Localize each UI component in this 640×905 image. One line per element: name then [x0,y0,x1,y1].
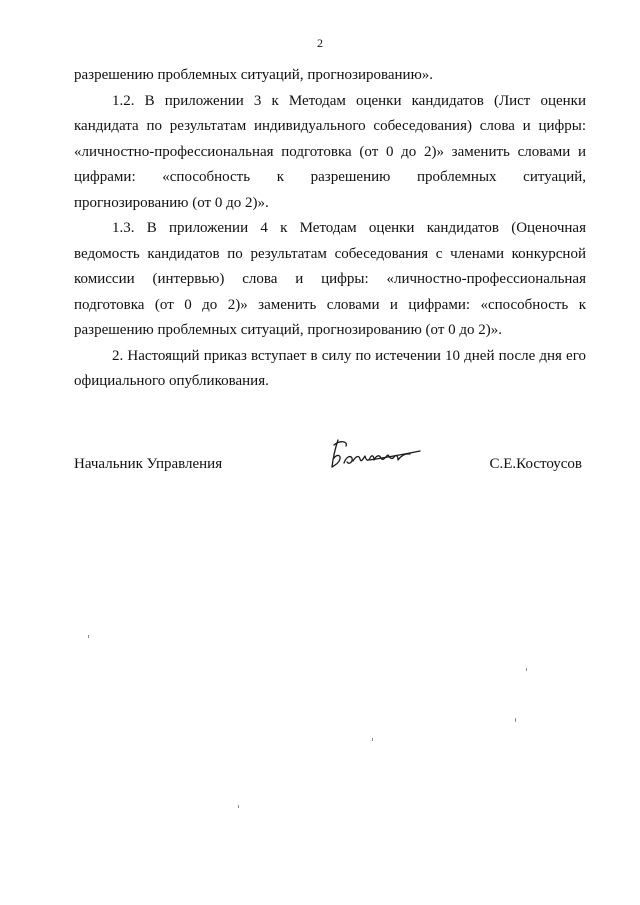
document-body [74,63,586,395]
paragraph-continuation: разрешению проблемных ситуаций, прогнозированию». [74,67,434,83]
page-number: 2 [317,36,323,50]
scan-speck [372,738,373,741]
paragraph-1-3: 1.3. В приложении 4 к Методам оценки кандидатов (Оценочная ведомость кандидатов по результатам собеседования с членами конкурсной комиссии (интервью) слова и цифры: «личностно-профессиональная подготовка (от 0 до 2)» заменить словами и цифрами: «способность к разрешению проблемных ситуаций, прогнозированию (от 0 до 2)». [74,220,586,338]
handwritten-signature [326,434,426,474]
paragraph-2: 2. Настоящий приказ вступает в силу по истечении 10 дней после дня его официального опубликования. [74,347,586,389]
signatory-name: С.Е.Костоусов [489,456,582,472]
scan-speck [526,668,527,671]
signatory-title: Начальник Управления [74,456,223,472]
paragraph-1-2: 1.2. В приложении 3 к Методам оценки кандидатов (Лист оценки кандидата по результатам индивидуального собеседования) слова и цифры: «личностно-профессиональная подготовка (от 0 до 2)» заменить словами и цифрами: «способность к разрешению проблемных ситуаций, прогнозированию (от 0 до 2)». [74,92,586,211]
scan-speck [238,805,239,808]
scan-speck [88,635,89,638]
signature-block [74,448,586,488]
scan-speck [515,718,516,722]
